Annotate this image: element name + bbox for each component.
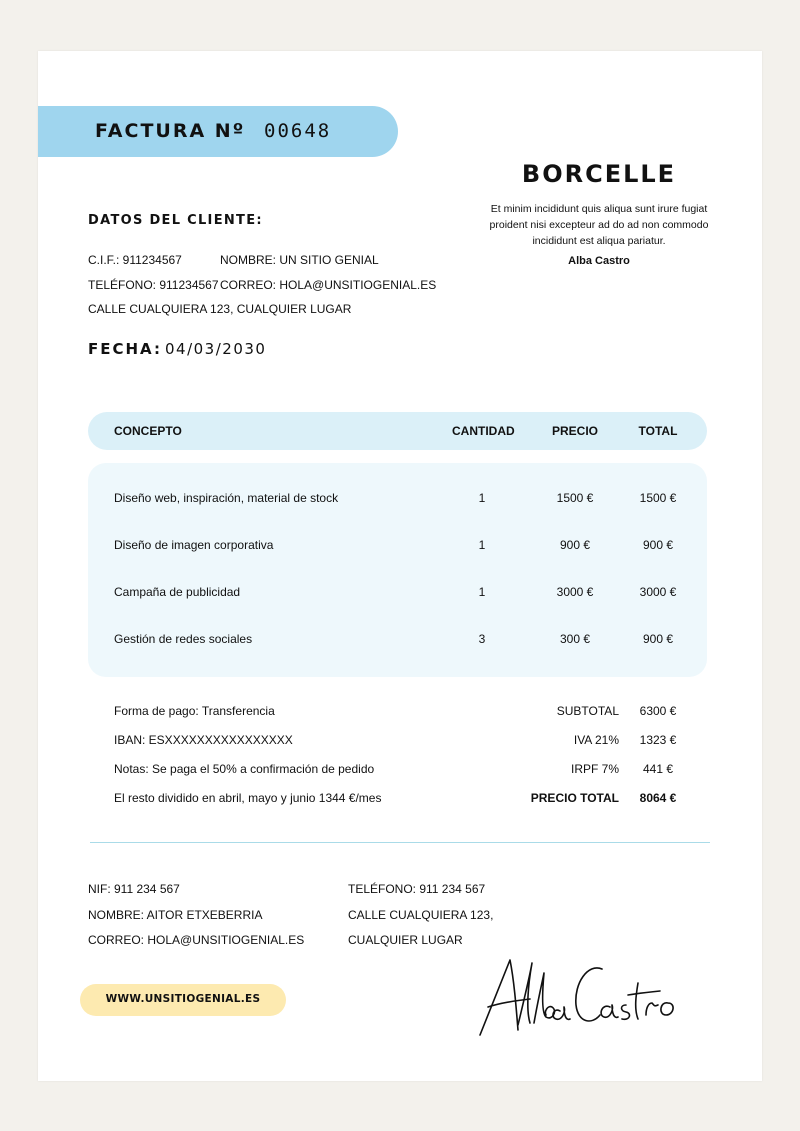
- company-name: BORCELLE: [521, 160, 677, 188]
- row-quantity: 1: [478, 491, 486, 505]
- footer-address-line2: CUALQUIER LUGAR: [348, 933, 463, 947]
- footer-divider: [90, 842, 710, 843]
- total-value: 8064 €: [639, 791, 677, 805]
- website-link[interactable]: WWW.UNSITIOGENIAL.ES: [105, 993, 261, 1005]
- client-name: NOMBRE: UN SITIO GENIAL: [220, 253, 379, 267]
- row-quantity: 1: [478, 538, 486, 552]
- client-address: CALLE CUALQUIERA 123, CUALQUIER LUGAR: [88, 302, 352, 316]
- irpf-value: 441 €: [642, 762, 674, 776]
- row-total: 900 €: [642, 538, 674, 552]
- payment-rest: El resto dividido en abril, mayo y junio 1344 €/mes: [114, 791, 382, 805]
- table-header: [88, 412, 707, 450]
- header-price: PRECIO: [551, 424, 598, 438]
- client-section-title: DATOS DEL CLIENTE:: [88, 213, 263, 228]
- table-row: [88, 585, 707, 605]
- company-description: Et minim incididunt quis aliqua sunt irure fugiat proident nisi excepteur ad do ad non commodo incididunt est aliqua pariatur.: [489, 203, 709, 247]
- subtotal-value: 6300 €: [639, 704, 677, 718]
- footer-nif: NIF: 911 234 567: [88, 882, 180, 896]
- footer-name: NOMBRE: AITOR ETXEBERRIA: [88, 908, 263, 922]
- footer-phone: TELÉFONO: 911 234 567: [348, 882, 486, 896]
- iva-value: 1323 €: [639, 733, 677, 747]
- payment-notes: Notas: Se paga el 50% a confirmación de pedido: [114, 762, 375, 776]
- invoice-number: 00648: [264, 120, 332, 142]
- header-quantity: CANTIDAD: [452, 424, 515, 438]
- payment-iban: IBAN: ESXXXXXXXXXXXXXXXX: [114, 733, 293, 747]
- client-phone: TELÉFONO: 911234567: [88, 278, 219, 292]
- table-row: [88, 491, 707, 511]
- table-row: [88, 538, 707, 558]
- company-person: Alba Castro: [568, 255, 630, 267]
- table-body: [88, 463, 707, 677]
- header-total: TOTAL: [638, 424, 678, 438]
- row-total: 3000 €: [639, 585, 677, 599]
- row-price: 900 €: [559, 538, 591, 552]
- footer-email: CORREO: HOLA@UNSITIOGENIAL.ES: [88, 933, 305, 947]
- total-label: PRECIO TOTAL: [530, 791, 619, 805]
- row-concept: Diseño de imagen corporativa: [114, 538, 274, 552]
- irpf-label: IRPF 7%: [570, 762, 619, 776]
- date-value: 04/03/2030: [165, 340, 267, 358]
- header-concept: CONCEPTO: [114, 424, 182, 438]
- subtotal-label: SUBTOTAL: [556, 704, 619, 718]
- row-total: 1500 €: [639, 491, 677, 505]
- payment-method: Forma de pago: Transferencia: [114, 704, 275, 718]
- row-quantity: 1: [478, 585, 486, 599]
- row-price: 3000 €: [556, 585, 594, 599]
- website-badge[interactable]: [80, 984, 286, 1016]
- signature-image: [470, 945, 690, 1045]
- footer-address-line1: CALLE CUALQUIERA 123,: [348, 908, 494, 922]
- client-email: CORREO: HOLA@UNSITIOGENIAL.ES: [220, 278, 437, 292]
- row-concept: Diseño web, inspiración, material de stock: [114, 491, 339, 505]
- invoice-title: FACTURA Nº: [95, 120, 246, 142]
- row-price: 300 €: [559, 632, 591, 646]
- row-concept: Gestión de redes sociales: [114, 632, 253, 646]
- iva-label: IVA 21%: [573, 733, 619, 747]
- row-concept: Campaña de publicidad: [114, 585, 241, 599]
- row-quantity: 3: [478, 632, 486, 646]
- invoice-title-banner: [38, 106, 398, 157]
- date-label: FECHA:: [88, 340, 162, 358]
- table-row: [88, 632, 707, 652]
- client-cif: C.I.F.: 911234567: [88, 253, 182, 267]
- row-price: 1500 €: [556, 491, 594, 505]
- row-total: 900 €: [642, 632, 674, 646]
